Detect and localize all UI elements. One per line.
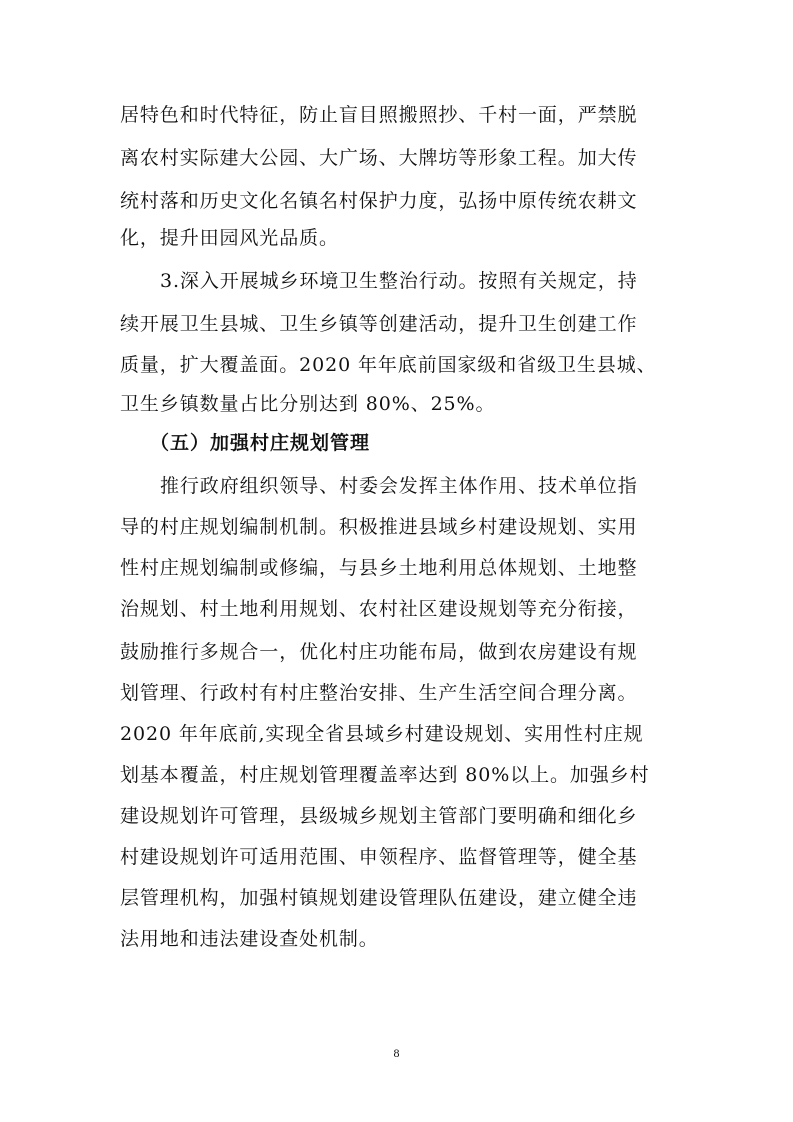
- paragraph-line: 村建设规划许可适用范围、申领程序、监督管理等，健全基: [120, 846, 638, 868]
- paragraph-line: 性村庄规划编制或修编，与县乡土地利用总体规划、土地整: [120, 557, 638, 579]
- paragraph-line: 居特色和时代特征，防止盲目照搬照抄、千村一面，严禁脱: [120, 104, 638, 126]
- paragraph-line: 离农村实际建大公园、大广场、大牌坊等形象工程。加大传: [120, 147, 638, 169]
- section-heading: （五）加强村庄规划管理: [150, 432, 371, 454]
- paragraph-line: 划管理、行政村有村庄整治安排、生产生活空间合理分离。: [120, 682, 638, 704]
- paragraph-line: 建设规划许可管理，县级城乡规划主管部门要明确和细化乡: [120, 805, 638, 827]
- paragraph-line: 划基本覆盖，村庄规划管理覆盖率达到 80%以上。加强乡村: [120, 764, 650, 786]
- paragraph-line: 续开展卫生县城、卫生乡镇等创建活动，提升卫生创建工作: [120, 313, 638, 335]
- paragraph-line: 统村落和历史文化名镇名村保护力度，弘扬中原传统农耕文: [120, 190, 638, 212]
- paragraph-line: 卫生乡镇数量占比分别达到 80%、25%。: [120, 393, 496, 415]
- paragraph-line: 法用地和违法建设查处机制。: [120, 928, 379, 950]
- paragraph-line: 2020 年年底前,实现全省县域乡村建设规划、实用性村庄规: [120, 723, 644, 745]
- paragraph-line: 3.深入开展城乡环境卫生整治行动。按照有关规定，持: [160, 270, 638, 292]
- paragraph-line: 质量，扩大覆盖面。2020 年年底前国家级和省级卫生县城、: [120, 354, 657, 376]
- page-number: 8: [393, 1046, 400, 1060]
- paragraph-line: 推行政府组织领导、村委会发挥主体作用、技术单位指: [160, 475, 638, 497]
- paragraph-line: 化，提升田园风光品质。: [120, 227, 339, 249]
- paragraph-line: 鼓励推行多规合一，优化村庄功能布局，做到农房建设有规: [120, 641, 638, 663]
- paragraph-line: 治规划、村土地利用规划、农村社区建设规划等充分衔接，: [120, 598, 638, 620]
- paragraph-line: 导的村庄规划编制机制。积极推进县域乡村建设规划、实用: [120, 516, 638, 538]
- paragraph-line: 层管理机构，加强村镇规划建设管理队伍建设，建立健全违: [120, 887, 638, 909]
